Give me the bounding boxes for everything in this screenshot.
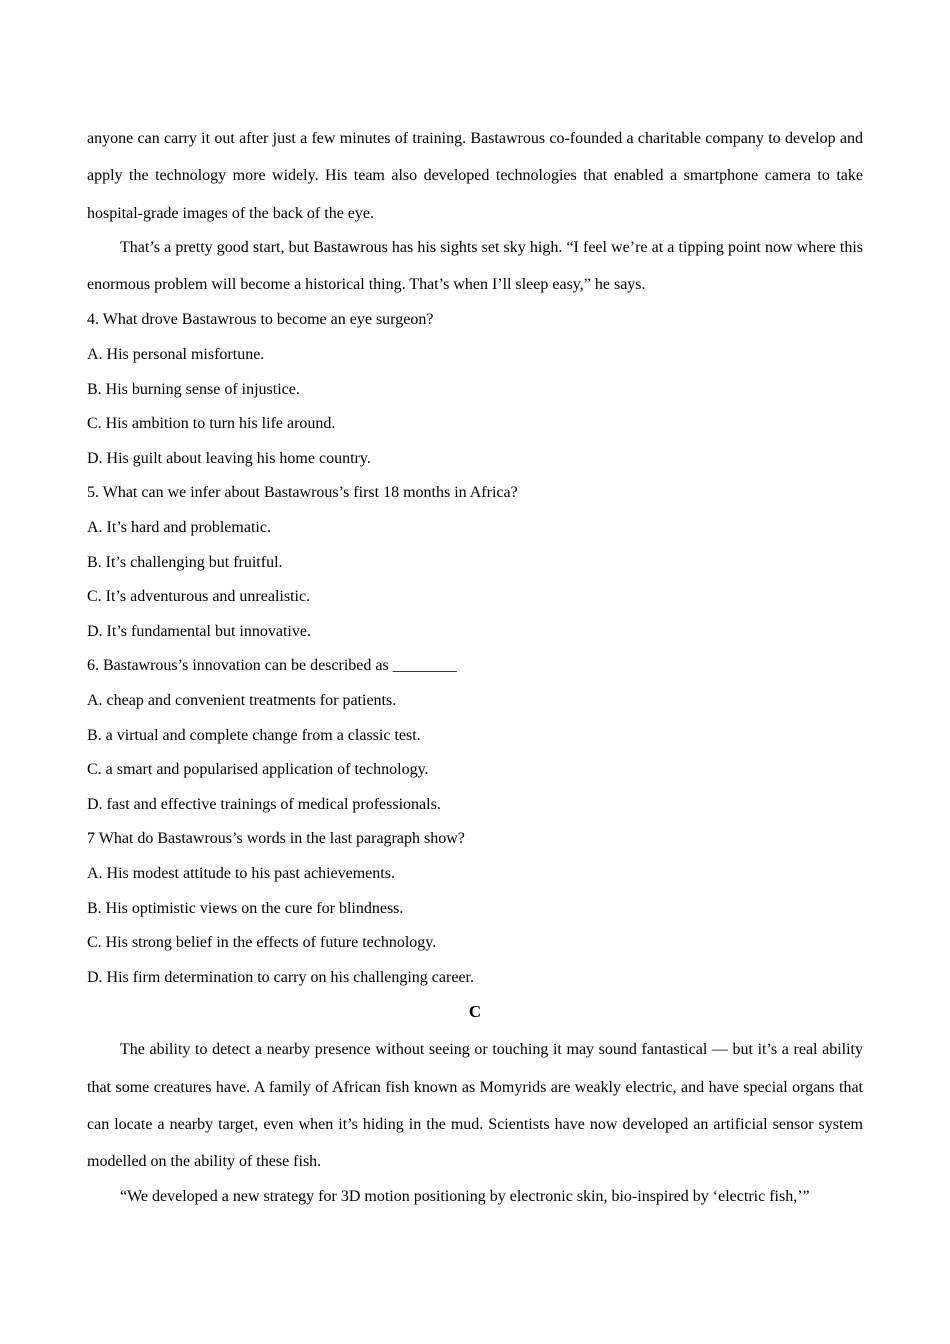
answer-option: C. His strong belief in the effects of future technology.	[87, 934, 437, 952]
question-5	[87, 476, 863, 649]
section-heading: C	[468, 1002, 482, 1022]
question-6	[87, 649, 863, 822]
answer-option: A. It’s hard and problematic.	[87, 519, 271, 537]
answer-option: A. cheap and convenient treatments for patients.	[87, 692, 397, 710]
answer-option: B. His burning sense of injustice.	[87, 380, 300, 398]
answer-option: D. fast and effective trainings of medical professionals.	[87, 795, 441, 813]
answer-option: B. a virtual and complete change from a classic test.	[87, 726, 421, 744]
answer-option: A. His personal misfortune.	[87, 346, 265, 364]
question-7	[87, 822, 863, 995]
answer-option: D. His guilt about leaving his home country.	[87, 449, 371, 467]
answer-option: C. It’s adventurous and unrealistic.	[87, 588, 311, 606]
page-content	[87, 120, 863, 1215]
answer-option: A. His modest attitude to his past achievements.	[87, 864, 395, 882]
answer-option: C. His ambition to turn his life around.	[87, 415, 336, 433]
question-stem: 4. What drove Bastawrous to become an eye surgeon?	[87, 311, 434, 329]
paragraph-b-closing: That’s a pretty good start, but Bastawrous has his sights set sky high. “I feel we’re at a tipping point now where this enormous problem will become a historical thing. That’s when I’ll sleep easy,” he says.	[87, 238, 863, 294]
answer-option: B. It’s challenging but fruitful.	[87, 553, 283, 571]
answer-option: C. a smart and popularised application of technology.	[87, 761, 429, 779]
question-4	[87, 303, 863, 476]
question-stem: 6. Bastawrous’s innovation can be described as ________	[87, 657, 457, 675]
question-stem: 7 What do Bastawrous’s words in the last paragraph show?	[87, 830, 465, 848]
paragraph-c-1: The ability to detect a nearby presence without seeing or touching it may sound fantastical — but it’s a real ability that some creatures have. A family of African fish known as Momyrids are weakly electric, and have special organs that can locate a nearby target, even when it’s hiding in the mud. Scientists have now developed an artificial sensor system modelled on the ability of these fish.	[87, 1041, 863, 1171]
answer-option: B. His optimistic views on the cure for blindness.	[87, 899, 404, 917]
question-stem: 5. What can we infer about Bastawrous’s first 18 months in Africa?	[87, 484, 518, 502]
answer-option: D. His firm determination to carry on his challenging career.	[87, 968, 474, 986]
paragraph-b-continuation: anyone can carry it out after just a few minutes of training. Bastawrous co-founded a charitable company to develop and apply the technology more widely. His team also developed technologies that enabled a smartphone camera to take hospital-grade images of the back of the eye.	[87, 130, 863, 222]
answer-option: D. It’s fundamental but innovative.	[87, 622, 311, 640]
paragraph-c-2: “We developed a new strategy for 3D motion positioning by electronic skin, bio-inspired by ‘electric fish,’”	[120, 1187, 810, 1205]
